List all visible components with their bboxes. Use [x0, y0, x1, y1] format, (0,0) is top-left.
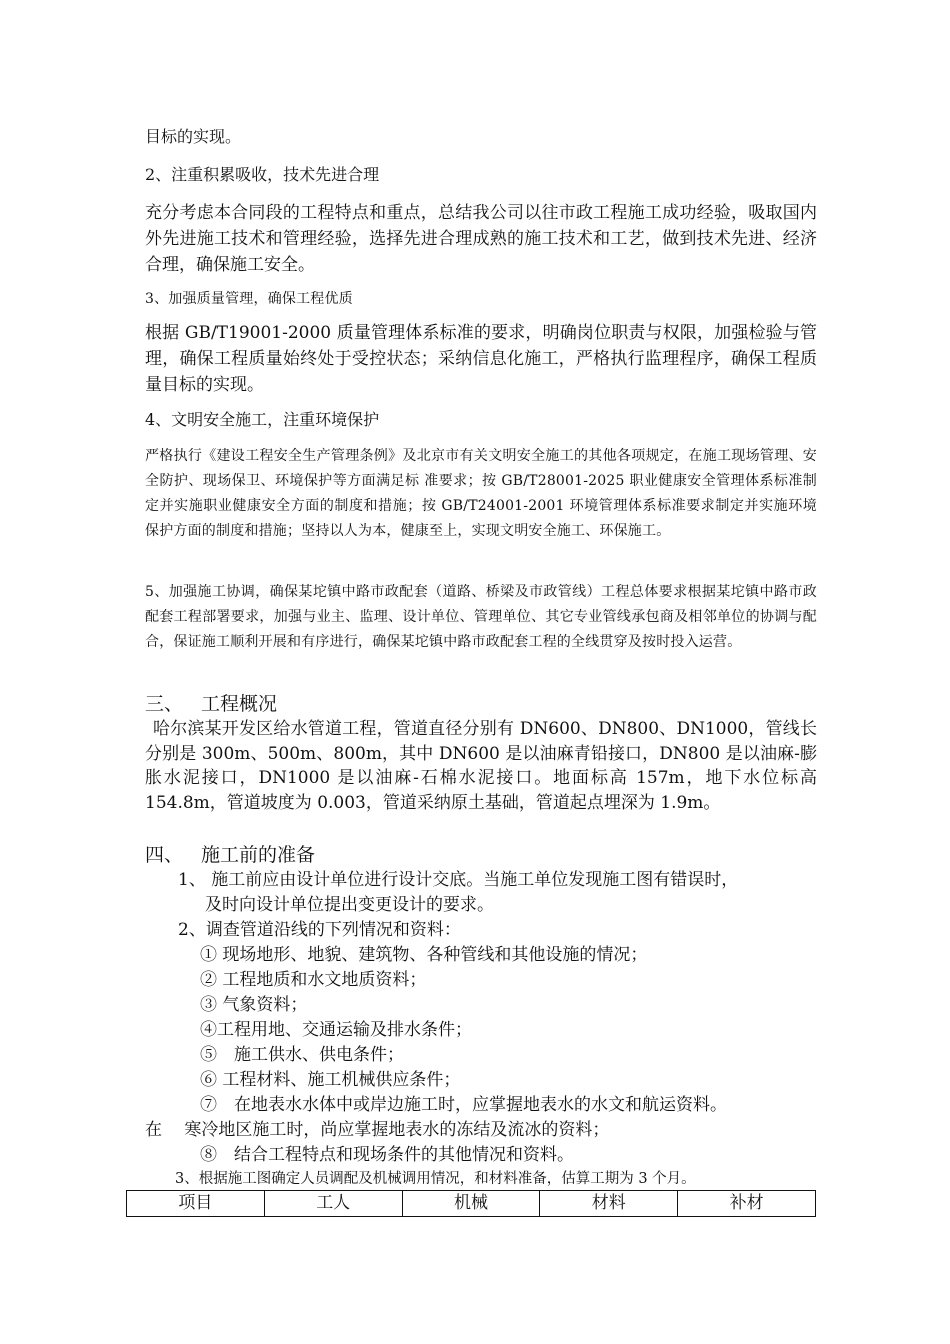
- survey-item: ⑧ 结合工程特点和现场条件的其他情况和资料。: [200, 1145, 574, 1165]
- table-header-cell: 机械: [402, 1191, 540, 1217]
- item2-title: 2、注重积累吸收，技术先进合理: [145, 165, 380, 184]
- section3-number: 三、: [145, 693, 184, 715]
- section4-p1-line1: 1、 施工前应由设计单位进行设计交底。当施工单位发现施工图有错误时，: [178, 870, 739, 890]
- table-header-cell: 补材: [678, 1191, 816, 1217]
- section4-p2: 2、调查管道沿线的下列情况和资料：: [178, 920, 461, 940]
- section4-number: 四、: [145, 844, 184, 866]
- survey-item-continuation: 在 寒冷地区施工时，尚应掌握地表水的冻结及流冰的资料；: [145, 1120, 610, 1140]
- section4-p1-line2: 及时向设计单位提出变更设计的要求。: [205, 895, 494, 915]
- resource-table: [126, 1190, 816, 1217]
- survey-item: ⑥ 工程材料、施工机械供应条件；: [200, 1070, 461, 1090]
- survey-item: ② 工程地质和水文地质资料；: [200, 970, 427, 990]
- table-header-row: [127, 1191, 816, 1217]
- section3-title: 工程概况: [201, 693, 278, 715]
- item4-title: 4、文明安全施工，注重环境保护: [145, 410, 380, 429]
- survey-item: ⑤ 施工供水、供电条件；: [200, 1045, 404, 1065]
- section3-body: 哈尔滨某开发区给水管道工程，管道直径分别有 DN600、DN800、DN1000，管线长分别是 300m、500m、800m，其中 DN600 是以油麻青铅接口，DN800 是以油麻-膨胀水泥接口，DN1000 是以油麻-石棉水泥接口。地面标高 157m，地下水位标高 154.8m，管道坡度为 0.003，管道采纳原土基础，管道起点埋深为 1.9m。: [145, 719, 817, 813]
- section3-heading: [145, 692, 817, 716]
- item3-body: 根据 GB/T19001-2000 质量管理体系标准的要求，明确岗位职责与权限，加强检验与管理，确保工程质量始终处于受控状态；采纳信息化施工，严格执行监理程序，确保工程质量目标的实现。: [145, 323, 817, 395]
- table-header-cell: 工人: [264, 1191, 402, 1217]
- intro-continuation: 目标的实现。: [145, 127, 242, 146]
- survey-item: ⑦ 在地表水水体中或岸边施工时，应掌握地表水的水文和航运资料。: [200, 1095, 727, 1115]
- item2-body: 充分考虑本合同段的工程特点和重点，总结我公司以往市政工程施工成功经验，吸取国内外先进施工技术和管理经验，选择先进合理成熟的施工技术和工艺，做到技术先进、经济合理，确保施工安全。: [145, 203, 817, 275]
- table-header-cell: 材料: [540, 1191, 678, 1217]
- item3-title: 3、加强质量管理，确保工程优质: [145, 291, 353, 307]
- survey-item: ① 现场地形、地貌、建筑物、各种管线和其他设施的情况；: [200, 945, 648, 965]
- section4-title: 施工前的准备: [201, 844, 316, 866]
- item4-body: 严格执行《建设工程安全生产管理条例》及北京市有关文明安全施工的其他各项规定，在施工现场管理、安全防护、现场保卫、环境保护等方面满足标 准要求；按 GB/T28001-2025 职业健康安全管理体系标准制定并实施职业健康安全方面的制度和措施；按 GB/T24001-2001 环境管理体系标准要求制定并实施环境保护方面的制度和措施；坚持以人为本，健康至上，实现文明安全施工、环保施工。: [145, 448, 817, 539]
- section4-p3: 3、根据施工图确定人员调配及机械调用情况，和材料准备，估算工期为 3 个月。: [175, 1171, 696, 1187]
- table-header-cell: 项目: [127, 1191, 265, 1217]
- survey-item: ④工程用地、交通运输及排水条件；: [200, 1020, 472, 1040]
- item5-body: 5、加强施工协调，确保某坨镇中路市政配套（道路、桥梁及市政管线）工程总体要求根据某坨镇中路市政配套工程部署要求，加强与业主、监理、设计单位、管理单位、其它专业管线承包商及相邻单位的协调与配合，保证施工顺利开展和有序进行，确保某坨镇中路市政配套工程的全线贯穿及按时投入运营。: [145, 584, 817, 650]
- section4-heading: [145, 843, 817, 867]
- survey-item: ③ 气象资料；: [200, 995, 308, 1015]
